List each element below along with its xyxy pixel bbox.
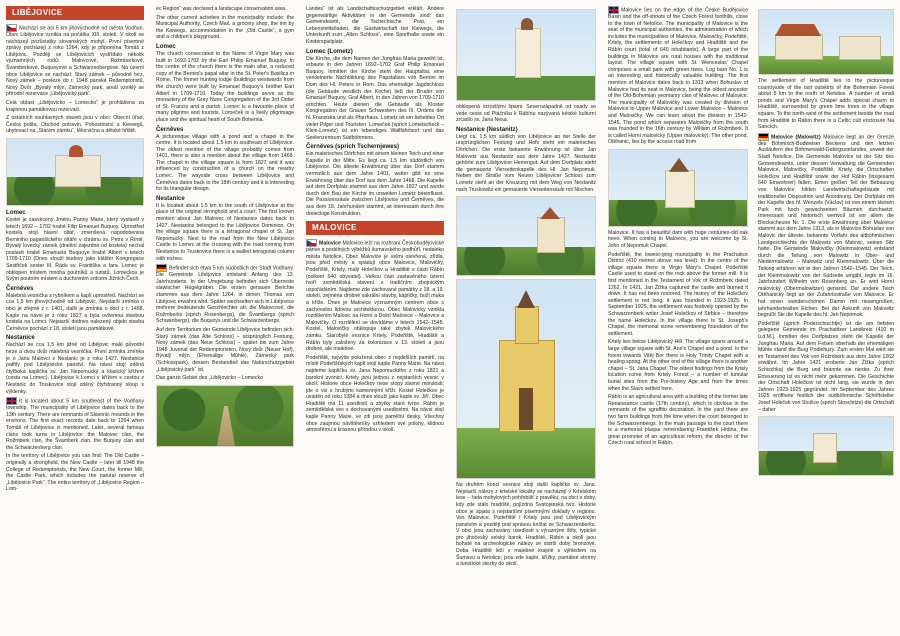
heading-cernevs: Černěves (sprich Tschernjewes) [306, 143, 400, 151]
paragraph: Liegt ca. 1,5 km südlich von Libějovice an der Stelle der ursprünglichen Festung und Hofs steht ein malerisches Dörfchen. Die erste bekannte Erwähnung ist über Jan Malovetz aus Nestanitz aus dem Jahre 1427. Nestanitz gehörte zum Libějovicer Herrengut. Auf dem Dorfplatz steht die gemauerte Vierseitenkapelle des Hl. Jan Nepomuk. Neben der Straße vom Neuen Libějovicer Schloss zum Lometz steht an der Kreuzung mit dem Weg von Nestanitz nach Truskowitz ein gemauerte Vierseitensäule mit Nischen. [456, 133, 596, 193]
photo-yellow-chapel [456, 279, 596, 479]
paragraph: A picturesque village with a pond and a chapel in the centre. It is located about 1.5 km to southeast of Libějovice. The oldest mention of the village probably comes from 1401, there is also a mention about the village from 1468. The chapel in the village square is from 1827 and it was influenced by construction of a church on the nearby Lomec. The wayside cross between Libějovice and Černěves dates back to the 18th century and it is interesting for its triangular design. [156, 133, 294, 193]
czech-flag-icon [306, 239, 317, 247]
british-flag-icon [6, 397, 17, 405]
photo-malovice-chapel [608, 149, 748, 227]
paragraph: Z ostatních souhlasných staveb jsou v obci: Obecní úřad, Česká pošta, Obchod potravin, Pohostinství u Kiewegů, ubytovací na „Starém zámku“, tělocvična a dětské hřiště. [6, 115, 144, 135]
photo-lomec-church [6, 138, 144, 206]
chapel-roof [540, 207, 560, 219]
paragraph: Kostel je zasvěcený Jménu Panny Marie, který vystavěl v letech 1692 – 1702 hrabě Filip Emanuel Buquoy. Uprostřed kostela stojí hlavní oltář, zmenšená napodobenina Berniniho paganšického oltáře v chrámu sv. Petra v Římě. Bývalý lovecký zámek (dnešní zajezdné od kostela) nechal postavit hrabě Emanuela Buquoye hrabě Albert v letech 1709-1710 (Dnes slouží budovy jako klášter Kongregace Sestřiček sester III. Řádu sv. Františka a fara. Lomec je obklopen místem mnoha poutníků a turistů. Lomeckou je Svým poutním místem a duchovním srdcem Jižních Čech. [6, 216, 144, 283]
farm-building [839, 36, 881, 60]
chapel [515, 28, 541, 78]
column-6 [758, 6, 894, 632]
chapel-roof [669, 158, 689, 172]
paragraph: The church consecrated to the Name of Virgin Mary was built in 1692-1702 by the Earl Philip Emanuel Buquoy. In the centre of the church there is the main altar, a reduced copy of the Bernini's papal altar in the St. Peter's Basilica in Rome. The former hunting lodge (buildings westwards from the church) were built by Emanuel Buquoy's brother Earl Albert in 1709-1710. Today the buildings serve as the monastery of the Grey Nuns Congregation of the 3rd Order of St. Francis and a parish. Lomec is a favourite place of many pilgrims and tourists. Lomeček is a lively pilgrimage place and the spiritual heart of South Bohemia. [156, 50, 294, 123]
forest-path [217, 406, 235, 446]
paragraph: Nachází se asi 5 km jihovýchodně od města Vodňan. Obec Libějovice vznikla na počátku XIII. století. V okolí se nacházejí pozůstatky slovanských mohyl. První písemné zprávy pocházejí z roku 1264, kdy je připomína Tomáš z Libějovic. Později se Libějovicích vystřídalo několik významných rodů: Malovcové, Rožmberkové, Švamberkové, Buquoyové a Schwarzenbergové. Na území obce Libějovice se nachází: Starý zámek – původně tvrz, Nový zámek – posléze do r. 1948 panské Redemptoristů, Nový Dvůr „Bývalý mlýn, Zámecký park, areál vzniklý se přírodní rezervace „Libějovický park“. [6, 25, 144, 98]
paragraph: Malebná vesnička s rybníkem a kaplí uprostřed. Nachází se cca 1,5 km jihovýchodně od Libějovic. Nejstarší zmínka o obci je zřejmě z r. 1401, další je zmínka o obci z r. 1468. Kaple na návsi je z roku 1827 a byla ovšemna stavbou kostela na Lomci. Nejstarší dodnes nalezený objekt stavba Černěvce pochází z 18. století jsou památkové. [6, 292, 144, 332]
heading-cernevs: Černěves [156, 125, 184, 133]
column-5 [608, 6, 748, 632]
heading-nestanice: Nestanice (Nestanitz) [456, 125, 518, 133]
column-2 [156, 6, 294, 632]
paragraph: Malovice (Malowitz) Malovice liegt an der Grenze des Böhmisch-Budweiser Beckens und den letzten Ausläufern des Böhmerwald-Gebirgsvorlandes, unweit der Stadt Netolice. Die Gemeinde Malovice ist der Sitz des Gemeindeamts, unter dessen Verwaltung die Gemeinden Malovice, Malovičky, Podeřiště, Krtely, die Ortschaften Holečkov und Hradiště sowie der Hof Rábín (insgesamt 640 Einwohner) fallen. Einen großen Teil der Bebauung von Malovice bilden Landwirtschaftsgebäude mit traditioneller Disposition und Anordnung. Der Dorfplatz mit der Kapelle des hl. Wenzels (Václav) ist von einem kleinen Park mit hoch gewachsenen Bäumen durchsetzt. Interessant und historisch wertvoll ist vor allem die Blockscheune Nr. 1. Die erste Erwähnung über Malovice stammt aus dem Jahre 1313, als in Malovice Bohuslav von Malovic der älteste, bekannte Vorfahr des altböhmischen Landgeschlechts der Malovetz von Malovic, seinen Sitz hatte. Die Gemeinde Malovičky (Kleinmalowitz) entstand durch die Teilung von Malowitz in Ober- und Niedermalowitz – Malowitz und Kleinmalowitz. Über die Teilung erfahren wir in den Jahren 1542–1545. Der Teich, der Kleinmalowitz von der Südseite umgibt, legte im 16. Jahrhundert Wilhelm von Rosenberg an. Er wird Horní malovický (Obermalowitzer) genannt. Der andere Teich Otěhanický liegt an der Zufahrtsstraße von Malovice. Er hat einen wunderschönen Damm mit riesengroßen, jahrhundertealten Eichen. Bei der Ankunft von Malowitz begrüßt Sie die Kapelle des hl. Jan Nepomuk. [758, 134, 894, 319]
church-body [55, 155, 101, 187]
paragraph: Na druhém konci vesnice stojí další kaplička sv. Jana. Nejstarší nálezy z krtelské lokality se nacházejí v Krtelském lese – řada mohylových pohřebišť z pravěku, na obci s doby, kdy zde stálo hradiště, pojízdná Svatojanská tvrz. Historie obce je spjata s nejstaršími písemnými doklady v regionu. Ves Malovice, Podeřiště i Krtely jsou pod Libějovickým panstvím a později pod správou knížat ze Schwarzenberku. V obci jsou zachovány usedlosti s výraznými štíty, typické pro jihočeský selský barok. Hradiště, Rábín a okolí jsou bohaté na archeologické nálezy ze starší doby bronzové. Doba Hradiště leží v malebné krajině s výhledem na Šumavu a Netolice; jsou zde kaple, křížky, památné stromy a turistické stezky do okolí. [456, 482, 596, 568]
heading-cernevs: Černěves [6, 284, 34, 292]
photo-chapel-lake [456, 9, 596, 101]
paragraph: Malovice lies on the edge of the České Budějovice Basin and the off-shoots of the Czech Forest foothills, close to the town of Netolice. The municipality of Malovice is the seat of the municipal authorities, the administration of which includes the municipalities of Malovice, Malovičky, Podeřiště, Krtely, the settlements of Holečkov and Hradiště and the Rábín court (total of 640 inhabitants). A large part of the buildings in Malovice are rural houses with the traditional layout. The village square with St. Wenceslas' Chapel comprises a small park with green trees. Log barn No. 1 is an interesting and historically valuable building. The first mention of Malovice dates back to 1313 when Bohuslav of Malovice had its seat in Malovice, being the oldest ancestor of the Old-Bohemian yeomanry clan of Malovec of Malovice. The municipality of Malovičky was created by division of Malovice to Upper Malovice and Lower Malovice – Malovice and Malovičky. We can learn about the division in 1542-1545. The pond which separates Malovičky from the south was founded in the 16th century by William of Rožmberk. It is called Horní malovický (Upper malovický). The other pond, Otéhanic, lies by the access road from [608, 7, 748, 146]
paragraph: Krtely lies below Libějovický Hill. The village spans around a large village square with St. Ann's Chapel and a pond. In the forest towards Vitěj Bor there is Holy Trinity Chapel with a healing spring. At the other end of the village there is another chapel – St. Jana Chapel. The oldest findings from the Krtely location come from Krtely Forest – a number of tumular burial sites from the Pre-history Age and from the times when the Slavs settled here. [608, 339, 748, 392]
paragraph: It is located about 1.5 km to the south of Libějovice at the place of the original stronghold and a court. The first known mention about Jan Malovec of Nestanice dates back to 1427. Nestanice belonged to the Libějovice Dominion. On the village square there is a tetragonal chapel of St. Jan Nepomucký. Next to the road from the New Libějovice Castle to Lomec at the crossing with the road coming from Nestanice to Truskovice there is a walled tetragonal column with niches. [156, 202, 294, 262]
farm-building [775, 34, 823, 60]
paragraph: Malovice Malovice leží na rozhraní Českobudějovické pánve a podélných výběžků šumavského podhůří, nedaleko města Netolice. Obec Malovice je velmi otevřená, zřídla, jsou před městy a spádují obce Malovice, Malovičky, Podeřiště, Krtely, malý Holečkov a Hradiště s částí Rábín (celkem 640 obyvatel). Velkou část zastavěného území tvoří zemědělská stavení s tradičním zbojnickým uspořádáním. Najdeme zde zachované památky z 18. a 19. století, zejména drobné sakrální stavby, kapličky, boží muka a kříže. Dnes je Malovice významným centrem obce s zachovalou lidovou architekturou. Obec Malovicky vznikla rozdělením Malovic na Horní a Dolní Malovice – Malovice a Malovičky. O rozdělení se dovídáme v letech 1542–1545. Kostel, Malovičky obklopuje také zbytek Malovického zámku. Starobylé vesnice Krtely, Podeřiště, Hradiště a Rábín byly založeny za kolonizace v 13. století a jsou drobné, ale malebné. [306, 240, 444, 353]
grass [457, 428, 595, 478]
german-flag-icon [758, 133, 769, 141]
chapel-door [519, 388, 533, 430]
heading-lomec: Lomec [6, 208, 26, 216]
paragraph: Nachází se cca 1,5 km jižně od Libějovic malé původní tvrze a dvou dvůr malebná vesnička. První zmínka zmínka je o Janu Malovci z Nestanic je z roku 1427. Nestanice patřily pod Libějovické panství. Na návsi stojí zděná čtyřboká kaplička sv. Jan Nepomucký a klasický křížem (cesta na Lomec). Libějovice k Lomci v křížem s cestou z Nestanic do Truskovice stojí zděný čtyřstranný sloup s výklenky. [6, 342, 144, 395]
farm-roof [775, 24, 821, 36]
tower-roof [517, 290, 535, 308]
photo-village-chapel [456, 196, 596, 276]
photo-hradiste-buildings [758, 9, 894, 75]
paragraph: Podeřiště, nejvýše položená obec z nejdelších pamětí, na místě Podeřišťských kaplí stojí kaple Panny Marie. Na návsi najdeme kapličku sv. Jana Nepomuckého z roku 1821 a barokní zvonici. Krtely jsou jednou z nejstarších vesnic v okolí. Historie obce Holečkov nese stopy slavné minulosti; jde o vsi s hrubými kamennými kříži. Kostel Holečkov je uváděn od roku 1384 a dnes slouží jako kaple sv. Jiří. Obec Hradiště má 11 usedlostí a zbytky staré tvrze. Rábín je zemědělská ves s dochovanými usedlostmi. Na návsi stojí kaple Panny Marie, ve zdi jsou pamětní desky. Všechny obce zaujmou návštěvníky vzhledem své polohy, klidnou atmosférou a krásnou přírodou v okolí. [306, 354, 444, 434]
chapel [813, 433, 837, 463]
czech-flag-icon [6, 24, 17, 32]
paragraph: Befindet sich etwa 5 km südöstlich der Stadt Vodňany. Die Gemeinde Libějovice entstand Anfang des 13. Jahrhunderts. In der Umgebung befinden sich Überreste slawischer Hügelgräber. Die ersten genauen Berichte stammen aus dem Jahre 1264, in denen Thomas von Libějovic erwähnt wird. Später wechselten sich in Libějovice mehrere bedeutende Geschlechter ab: die Malovcové, die Rožmberks (sprich Rosenbergs), die Švambergs (sprich Schwanbergs), die Buquoys und die Schwarzenbergs. [156, 265, 294, 325]
paragraph: Ein malerisches Dörfchen mit einem kleinen Teich und einer Kapelle in der Mitte. Es liegt ca. 1,5 km südöstlich von Libějovice. Die älteste Erwähnung über das Dorf stammt vermutlich aus dem Jahre 1401, weiter gibt es eine Erwähnung über das Dorf aus dem Jahre 1468. Die Kapelle auf dem Dorfplatz stammt aus dem Jahre 1827 und wurde durch den Bau der Kirche im unweiten Lometz beeinflusst. Die Passionssäule zwischen Libějovice und Černěves, die aus dem 18. Jahrhundert stammt, ist interessant durch ihre dreieckige Konstruktion. [306, 151, 444, 217]
german-flag-icon [156, 264, 167, 272]
paragraph: Podeřiště (sprich Poderschischtje) ist die am tiefsten gelegene Gemeinde im Prachatitzer Landkreis (410 m ü.d.M.). Inmitten des Dorfplatzes steht die Kapelle der Jungfrau Maria. Auf dem Felsen oberhalb der ehemaligen Mühle stand die Burg Podiehuzy. Zum ersten Mal wird sie im Testament des Vok von Rožmberk aus dem Jahre 1262 erwähnt. Im Jahre 1421 eroberte Jan Žižka (sprich Schischka) die Burg und brannte sie nieder. Zu ihrer Erneuerung ist es nicht mehr gekommen. Die Geschichte der Ortschaft Holečkov ist nicht lang, sie wurde in den Jahren 1923-1925 gegründet. Im September des Jahres 1925 eröffnete festlich der südböhmische Schriftsteller Josef Holeček von Stožice (sprich Stoschitze) die Ortschaft – daher [758, 320, 894, 413]
paragraph: Die Kirche, die dem Namen der Jungfrau Maria geweiht ist, erbaute in den Jahren 1692–1702 Graf Philip Emanuel Buquoy. Inmitten der Kirche steht der Hauptaltar, eine verkleinerte Nachbildung des Papstaltars von Bernini im Dom des Hl. Peters in Rom. Das ehemalige Jagdschloss (die Gebäude westlich der Kirche) ließ der Bruder von Emanuel Buquoy, Graf Albert, in den Jahren von 1709-1710 errichten. Heute dienen die Gebäude als Kloster Kongregation der Grauen Schwestern des III. Ordens der hl. Franziska und als Pfarrhaus. Lometz ist ein beliebtes Ort vieler Pilger und Touristen. Lomeček (sprich Lometscheck – Klein-Lometz) ist ein lebendiges Wallfahrtsort und das Seelenzentrum Südböhmens. [306, 55, 444, 141]
heading-nestanice: Nestanice [6, 334, 35, 342]
heading-lomec: Lomec (Lometz) [306, 47, 353, 55]
paragraph: The settlement of Hradiště lies in the picturesque countryside of the last outskirts of the Bohemian Forest about 5 km to the north of Netolice. A number of small ponds and Virgin Mary's Chapel adds special charm to Hradiště, surrounded by green lime trees in the village square. To the north-west of the settlement beside the road from Hradiště to Rábín there is a Celtic cult enclosure Na Sancích. [758, 78, 894, 131]
heading-lomec: Lomec [156, 42, 176, 50]
chapel [537, 217, 565, 253]
section-header-malovice: MALOVICE [306, 221, 444, 235]
paragraph: Malovice. It has a beautiful dam with huge centuries-old oak trees. When coming to Malovice, you are welcome by St. John of Nepomuk Chapel. [608, 229, 748, 250]
section-header-libejovice: LIBĚJOVICE [6, 6, 144, 20]
paragraph: Podeřiště, the lowest-lying municipality in the Prachatice District (410 metres above sea level). In the centre of the village square there is Virgin Mary's Chapel. Podeřiště Castle used to stand on the rock above the former mill. It is first mentioned in the Testament of Vok of Rožmberk dated 1262. In 1421, Jan Žižka captured the castle and burned it down. It has not been restored. The history of the Holečkov settlement is not long, it was founded in 1923-1925. In September 1925, the settlement was festively opened by the Schwarzenberk writer Josef Holečkov of Strbice – therefore the name Holečkov. In the village there is St. Joseph's Chapel, the memorial stone remembering foundation of the settlement. [608, 251, 748, 337]
church-dome [69, 145, 83, 157]
paragraph: Landes“ ist als Landschaftsschutzgebiet erklärt. Andere gegenwärtige Aktivitäten in der Gemeinde sind: das Gemeindeamt, die Tschechische Post, ein Lebensmittelladen, die Gastwirtschaft bei Kiewegs, die Unterkunft zum „Alten Schloss“, eine Sporthalle sowie ein Kinderspielplatz. [306, 6, 444, 45]
ground [457, 76, 595, 100]
paragraph: Celá oblast „Libějovicko – Lomecko“ je prohlášena za krajinnou památkovou rezervaci. [6, 99, 144, 113]
photo-wayside-chapel [758, 416, 894, 476]
column-4 [456, 6, 596, 632]
paragraph: In the territory of Libějovice you can find: The Old Castle – originally a stronghold, the New Castle – later till 1948 the College of Redemptorists, the New Court, the former Mill, the Castle Park, which includes the natural reserve of „Libějovice Park“. The entire territory of „Libějovice Region – Lom- [6, 453, 144, 493]
trees [457, 247, 595, 275]
column-3 [306, 6, 444, 632]
paragraph: obklopená vzrostlými lipami. Severozápadně od osady se vede cesta od Ptáčníka k Rábínu nazývaná kétské kulturní zrcadlo sv. Jana Nesa. [456, 104, 596, 124]
column-1 [6, 6, 144, 632]
paragraph: The other current activities in the municipality include: the Municipal Authority, Czech Mail, a grocery shop, the inn by the Kiewegs, accommodation in the „Old Castle“, a gym and a children's playground. [156, 14, 294, 41]
paragraph: Rábín is an agricultural area with a building of the former late Renaissance castle (17th century), which is obvious in the remnants of the sgraffito decoration. In the yard there are two farm buildings from the time when the court belonged to the Schwarzenbergs. In the main passage to the court there is a memorial plaque remembering František Hrdina, the great promoter of an agricultural reform, the director of the Czech rural school in Rábín. [608, 394, 748, 447]
paragraph: Auf dem Territorium der Gemeinde Libějovice befinden sich: Starý zámek (das Alte Schloss) – ursprünglich Festung, Nový zámek (das Neue Schloss) – später bis zum Jahre 1948 Juvenat der Redemptoristen, Nový dvůr (Neuer Hof), Bývalý mlýn (Ehemalige Mühle), Zámecký park (Schlosspark), dessen Bestandteil das Naturschutzgebiet „Libějovický park“ ist. [156, 326, 294, 373]
paragraph: ec Region“ was declared a landscape conservation area. [156, 6, 287, 12]
heading-nestanice: Nestanice [156, 194, 185, 202]
paragraph: Das ganze Gebiet des „Libějovicko – Lomecko [156, 375, 263, 382]
british-flag-icon [608, 6, 619, 14]
chapel-roof [521, 18, 533, 30]
chapel-tower [515, 306, 539, 344]
photo-forest-path [156, 385, 294, 447]
paragraph: It is located about 5 km southeast of the Vodňany township. The municipality of Libějovice dates back to the 13th century. There are remnants of Slavonic mounds in the environs. The first exact records date back to 1264 when Tomáš of Libějovice is mentioned. Later, several famous clans took turns in Libějovice: the Malovec clan, the Rožmberk clan, the Švamberk clan, the Buquoy clan and the Schwarzenberg clan. [6, 398, 144, 451]
chapel [665, 170, 695, 208]
